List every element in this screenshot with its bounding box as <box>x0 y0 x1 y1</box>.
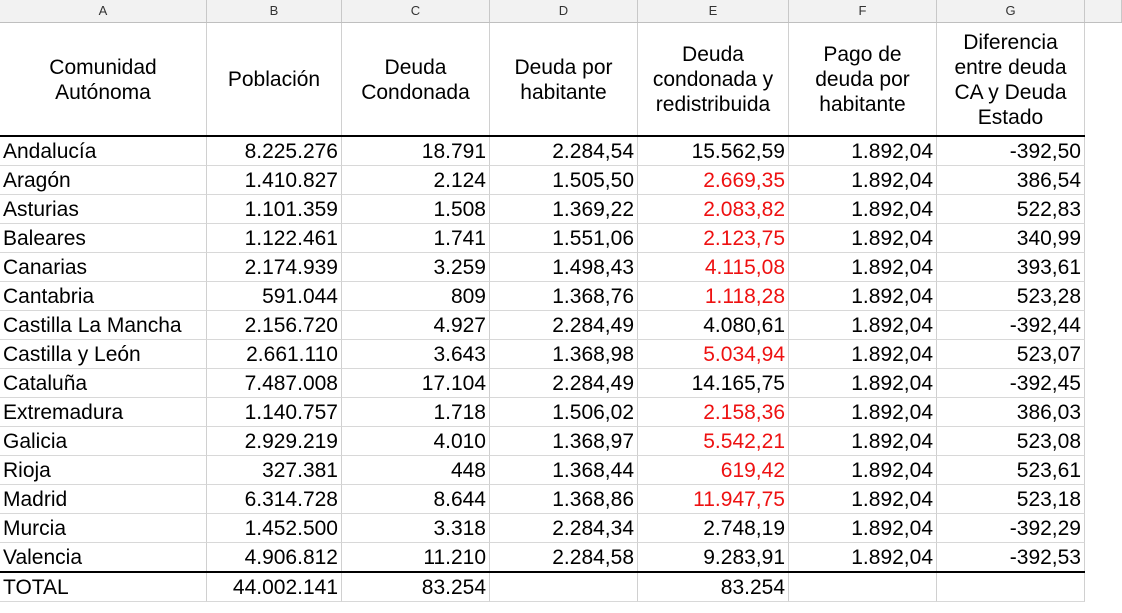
cell-comunidad[interactable]: Cataluña <box>0 369 207 398</box>
cell-comunidad[interactable]: Castilla La Mancha <box>0 311 207 340</box>
header-cell[interactable] <box>937 23 1085 136</box>
cell-pago[interactable]: 1.892,04 <box>789 427 937 456</box>
cell-por_hab[interactable]: 2.284,49 <box>490 369 638 398</box>
cell-por_hab[interactable]: 1.368,97 <box>490 427 638 456</box>
cell-comunidad[interactable]: Asturias <box>0 195 207 224</box>
cell-condonada[interactable]: 1.741 <box>342 224 490 253</box>
table-row <box>0 137 1122 166</box>
cell-redistribuida[interactable]: 2.748,19 <box>638 514 789 543</box>
cell-diferencia[interactable]: -392,45 <box>937 369 1085 398</box>
cell-diferencia[interactable]: -392,44 <box>937 311 1085 340</box>
column-header-f[interactable]: F <box>789 0 937 22</box>
cell-pago[interactable]: 1.892,04 <box>789 514 937 543</box>
cell-poblacion[interactable]: 2.156.720 <box>207 311 342 340</box>
column-header-bar <box>0 0 1122 23</box>
cell-pago[interactable]: 1.892,04 <box>789 224 937 253</box>
column-header-c[interactable]: C <box>342 0 490 22</box>
cell-pago[interactable]: 1.892,04 <box>789 340 937 369</box>
cell-diferencia[interactable]: 523,07 <box>937 340 1085 369</box>
cell-diferencia[interactable]: 393,61 <box>937 253 1085 282</box>
cell-poblacion[interactable]: 2.929.219 <box>207 427 342 456</box>
cell-por_hab[interactable]: 1.368,44 <box>490 456 638 485</box>
cell-pago[interactable]: 1.892,04 <box>789 543 937 572</box>
cell-diferencia[interactable]: 340,99 <box>937 224 1085 253</box>
cell-pago[interactable]: 1.892,04 <box>789 369 937 398</box>
cell-condonada[interactable]: 3.643 <box>342 340 490 369</box>
column-header-g[interactable]: G <box>937 0 1085 22</box>
table-row <box>0 485 1122 514</box>
cell-por_hab[interactable]: 1.506,02 <box>490 398 638 427</box>
cell-diferencia[interactable]: 386,54 <box>937 166 1085 195</box>
cell-poblacion[interactable]: 327.381 <box>207 456 342 485</box>
column-header-b[interactable]: B <box>207 0 342 22</box>
cell-comunidad[interactable]: Galicia <box>0 427 207 456</box>
cell-pago[interactable]: 1.892,04 <box>789 398 937 427</box>
cell-condonada[interactable]: 809 <box>342 282 490 311</box>
cell-poblacion[interactable]: 7.487.008 <box>207 369 342 398</box>
cell-diferencia[interactable] <box>937 573 1085 602</box>
table-row <box>0 311 1122 340</box>
cell-condonada[interactable]: 2.124 <box>342 166 490 195</box>
header-cell[interactable] <box>0 23 207 136</box>
cell-comunidad[interactable]: Madrid <box>0 485 207 514</box>
cell-diferencia[interactable]: -392,29 <box>937 514 1085 543</box>
table-row <box>0 282 1122 311</box>
cell-condonada[interactable]: 11.210 <box>342 543 490 572</box>
cell-condonada[interactable]: 18.791 <box>342 137 490 166</box>
cell-redistribuida[interactable]: 9.283,91 <box>638 543 789 572</box>
cell-pago[interactable]: 1.892,04 <box>789 166 937 195</box>
cell-redistribuida[interactable]: 5.542,21 <box>638 427 789 456</box>
table-row <box>0 253 1122 282</box>
column-header-d[interactable]: D <box>490 0 638 22</box>
table-row <box>0 195 1122 224</box>
cell-por_hab[interactable]: 1.369,22 <box>490 195 638 224</box>
header-cell[interactable] <box>342 23 490 136</box>
cell-condonada[interactable]: 4.010 <box>342 427 490 456</box>
cell-pago[interactable]: 1.892,04 <box>789 137 937 166</box>
cell-comunidad[interactable]: Rioja <box>0 456 207 485</box>
cell-por_hab[interactable]: 2.284,34 <box>490 514 638 543</box>
cell-poblacion[interactable]: 4.906.812 <box>207 543 342 572</box>
cell-diferencia[interactable]: 523,18 <box>937 485 1085 514</box>
cell-diferencia[interactable]: 523,08 <box>937 427 1085 456</box>
cell-diferencia[interactable]: 386,03 <box>937 398 1085 427</box>
cell-por_hab[interactable]: 2.284,54 <box>490 137 638 166</box>
cell-comunidad[interactable]: Valencia <box>0 543 207 572</box>
cell-por_hab[interactable]: 1.505,50 <box>490 166 638 195</box>
cell-poblacion[interactable]: 2.174.939 <box>207 253 342 282</box>
cell-comunidad[interactable]: TOTAL <box>0 573 207 602</box>
table-row <box>0 514 1122 543</box>
cell-diferencia[interactable]: 522,83 <box>937 195 1085 224</box>
cell-por_hab[interactable]: 2.284,58 <box>490 543 638 572</box>
cell-redistribuida[interactable]: 2.669,35 <box>638 166 789 195</box>
cell-poblacion[interactable]: 1.140.757 <box>207 398 342 427</box>
cell-redistribuida[interactable]: 14.165,75 <box>638 369 789 398</box>
header-text: Población <box>227 68 321 91</box>
cell-pago[interactable]: 1.892,04 <box>789 195 937 224</box>
cell-pago[interactable] <box>789 573 937 602</box>
table-row <box>0 224 1122 253</box>
cell-redistribuida[interactable]: 4.080,61 <box>638 311 789 340</box>
cell-poblacion[interactable]: 591.044 <box>207 282 342 311</box>
cell-condonada[interactable]: 1.508 <box>342 195 490 224</box>
header-text: Comunidad Autónoma <box>49 55 157 104</box>
cell-pago[interactable]: 1.892,04 <box>789 282 937 311</box>
header-row <box>0 23 1122 136</box>
column-header-a[interactable]: A <box>0 0 207 22</box>
cell-redistribuida[interactable]: 83.254 <box>638 573 789 602</box>
cell-poblacion[interactable]: 1.122.461 <box>207 224 342 253</box>
table-row <box>0 543 1122 572</box>
cell-redistribuida[interactable]: 619,42 <box>638 456 789 485</box>
cell-comunidad[interactable]: Extremadura <box>0 398 207 427</box>
cell-comunidad[interactable]: Baleares <box>0 224 207 253</box>
cell-por_hab[interactable]: 1.368,86 <box>490 485 638 514</box>
table-row <box>0 427 1122 456</box>
cell-por_hab[interactable]: 1.368,98 <box>490 340 638 369</box>
cell-condonada[interactable]: 448 <box>342 456 490 485</box>
cell-pago[interactable]: 1.892,04 <box>789 253 937 282</box>
cell-poblacion[interactable]: 44.002.141 <box>207 573 342 602</box>
header-cell[interactable] <box>207 23 342 136</box>
total-row <box>0 573 1122 602</box>
cell-diferencia[interactable]: 523,28 <box>937 282 1085 311</box>
cell-diferencia[interactable]: -392,50 <box>937 137 1085 166</box>
header-text: Deuda condonada y redistribuida <box>652 43 774 116</box>
cell-comunidad[interactable]: Murcia <box>0 514 207 543</box>
cell-comunidad[interactable]: Aragón <box>0 166 207 195</box>
cell-por_hab[interactable]: 1.498,43 <box>490 253 638 282</box>
cell-poblacion[interactable]: 1.101.359 <box>207 195 342 224</box>
cell-comunidad[interactable]: Cantabria <box>0 282 207 311</box>
cell-comunidad[interactable]: Canarias <box>0 253 207 282</box>
table-row <box>0 456 1122 485</box>
header-text: Deuda Condonada <box>361 55 470 104</box>
header-text: Diferencia entre deuda CA y Deuda Estado <box>954 30 1067 129</box>
cell-condonada[interactable]: 3.318 <box>342 514 490 543</box>
cell-redistribuida[interactable]: 2.158,36 <box>638 398 789 427</box>
cell-condonada[interactable]: 4.927 <box>342 311 490 340</box>
column-header-empty[interactable] <box>1085 0 1122 22</box>
cell-comunidad[interactable]: Andalucía <box>0 137 207 166</box>
cell-comunidad[interactable]: Castilla y León <box>0 340 207 369</box>
header-cell[interactable] <box>638 23 789 136</box>
cell-redistribuida[interactable]: 11.947,75 <box>638 485 789 514</box>
cell-redistribuida[interactable]: 15.562,59 <box>638 137 789 166</box>
cell-redistribuida[interactable]: 2.123,75 <box>638 224 789 253</box>
table-row <box>0 369 1122 398</box>
column-header-e[interactable]: E <box>638 0 789 22</box>
cell-poblacion[interactable]: 2.661.110 <box>207 340 342 369</box>
cell-poblacion[interactable]: 6.314.728 <box>207 485 342 514</box>
cell-condonada[interactable]: 1.718 <box>342 398 490 427</box>
cell-diferencia[interactable]: -392,53 <box>937 543 1085 572</box>
header-text: Deuda por habitante <box>514 55 613 104</box>
cell-redistribuida[interactable]: 5.034,94 <box>638 340 789 369</box>
cell-condonada[interactable]: 17.104 <box>342 369 490 398</box>
cell-poblacion[interactable]: 8.225.276 <box>207 137 342 166</box>
header-cell[interactable] <box>789 23 937 136</box>
cell-poblacion[interactable]: 1.452.500 <box>207 514 342 543</box>
table-row <box>0 398 1122 427</box>
cell-condonada[interactable]: 8.644 <box>342 485 490 514</box>
cell-condonada[interactable]: 83.254 <box>342 573 490 602</box>
cell-poblacion[interactable]: 1.410.827 <box>207 166 342 195</box>
cell-por_hab[interactable]: 1.368,76 <box>490 282 638 311</box>
cell-pago[interactable]: 1.892,04 <box>789 485 937 514</box>
table-row <box>0 340 1122 369</box>
cell-condonada[interactable]: 3.259 <box>342 253 490 282</box>
header-text: Pago de deuda por habitante <box>815 43 910 116</box>
cell-pago[interactable]: 1.892,04 <box>789 311 937 340</box>
cell-redistribuida[interactable]: 4.115,08 <box>638 253 789 282</box>
cell-pago[interactable]: 1.892,04 <box>789 456 937 485</box>
cell-diferencia[interactable]: 523,61 <box>937 456 1085 485</box>
cell-redistribuida[interactable]: 2.083,82 <box>638 195 789 224</box>
cell-redistribuida[interactable]: 1.118,28 <box>638 282 789 311</box>
header-cell[interactable] <box>490 23 638 136</box>
cell-por_hab[interactable] <box>490 573 638 602</box>
cell-por_hab[interactable]: 1.551,06 <box>490 224 638 253</box>
table-row <box>0 166 1122 195</box>
cell-por_hab[interactable]: 2.284,49 <box>490 311 638 340</box>
